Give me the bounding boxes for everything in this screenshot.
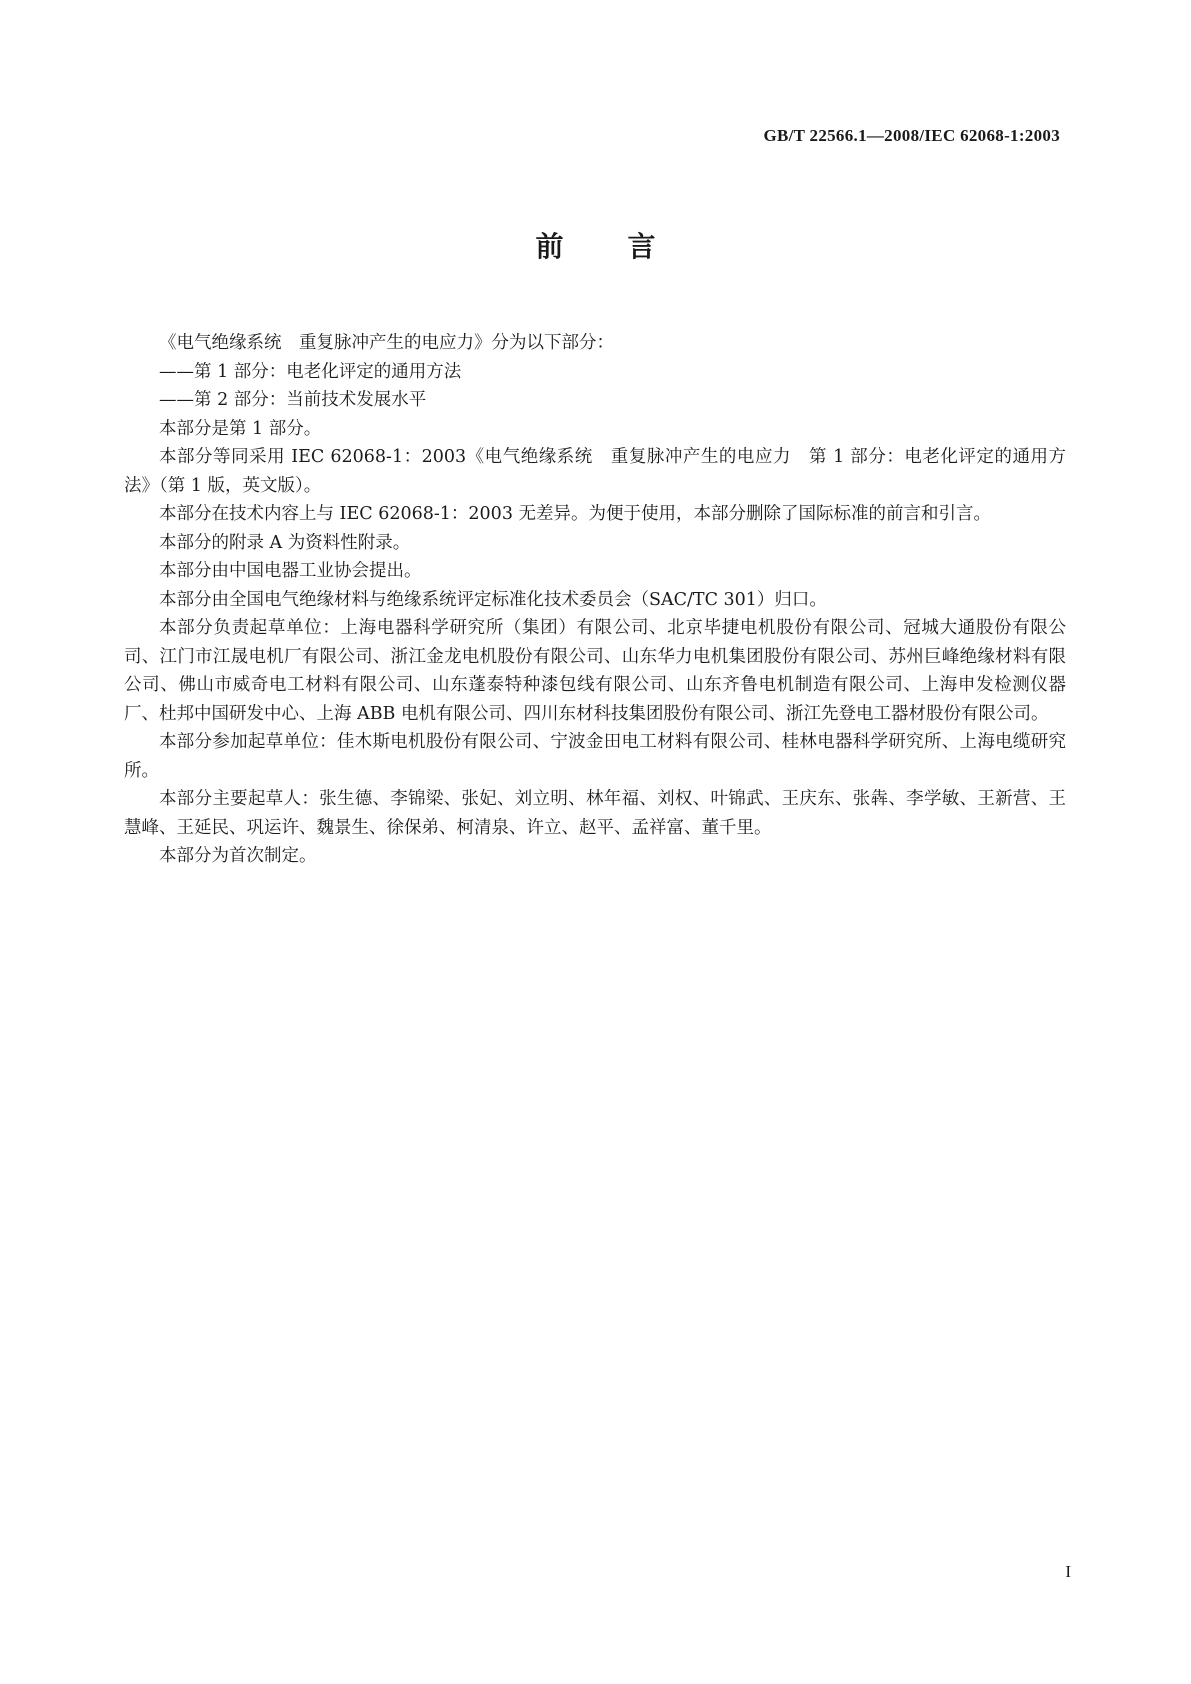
- paragraph: 本部分负责起草单位：上海电器科学研究所（集团）有限公司、北京毕捷电机股份有限公司、冠城大通股份有限公司、江门市江晟电机厂有限公司、浙江金龙电机股份有限公司、山东华力电机集团股份有限公司、苏州巨峰绝缘材料有限公司、佛山市威奇电工材料有限公司、山东蓬泰特种漆包线有限公司、山东齐鲁电机制造有限公司、上海申发检测仪器厂、杜邦中国研发中心、上海 ABB 电机有限公司、四川东材科技集团股份有限公司、浙江先登电工器材股份有限公司。: [124, 618, 1066, 724]
- page-title: 前言: [535, 230, 720, 263]
- page-number: I: [1065, 1562, 1071, 1581]
- paragraph: 本部分由中国电器工业协会提出。: [159, 561, 422, 581]
- list-item: ——第 1 部分：电老化评定的通用方法: [159, 361, 462, 382]
- paragraph: 本部分是第 1 部分。: [159, 418, 322, 439]
- paragraph: 本部分为首次制定。: [159, 846, 317, 866]
- paragraph: 本部分参加起草单位：佳木斯电机股份有限公司、宁波金田电工材料有限公司、桂林电器科学研究所、上海电缆研究所。: [124, 732, 1066, 781]
- foreword-body: [124, 329, 1066, 871]
- list-item: ——第 2 部分：当前技术发展水平: [159, 390, 427, 410]
- paragraph: 本部分的附录 A 为资料性附录。: [159, 532, 411, 553]
- standard-number: GB/T 22566.1—2008/IEC 62068-1:2003: [763, 126, 1060, 145]
- paragraph: 本部分由全国电气绝缘材料与绝缘系统评定标准化技术委员会（SAC/TC 301）归口。: [159, 589, 827, 610]
- paragraph: 《电气绝缘系统 重复脉冲产生的电应力》分为以下部分：: [159, 333, 614, 353]
- paragraph: 本部分等同采用 IEC 62068-1：2003《电气绝缘系统 重复脉冲产生的电应力 第 1 部分：电老化评定的通用方法》（第 1 版，英文版）。: [124, 447, 1066, 496]
- paragraph: 本部分主要起草人：张生德、李锦梁、张妃、刘立明、林年福、刘权、叶锦武、王庆东、张犇、李学敏、王新营、王慧峰、王延民、巩运许、魏景生、徐保弟、柯清泉、许立、赵平、孟祥富、董千里。: [124, 789, 1066, 838]
- paragraph: 本部分在技术内容上与 IEC 62068-1：2003 无差异。为便于使用，本部分删除了国际标准的前言和引言。: [159, 504, 992, 524]
